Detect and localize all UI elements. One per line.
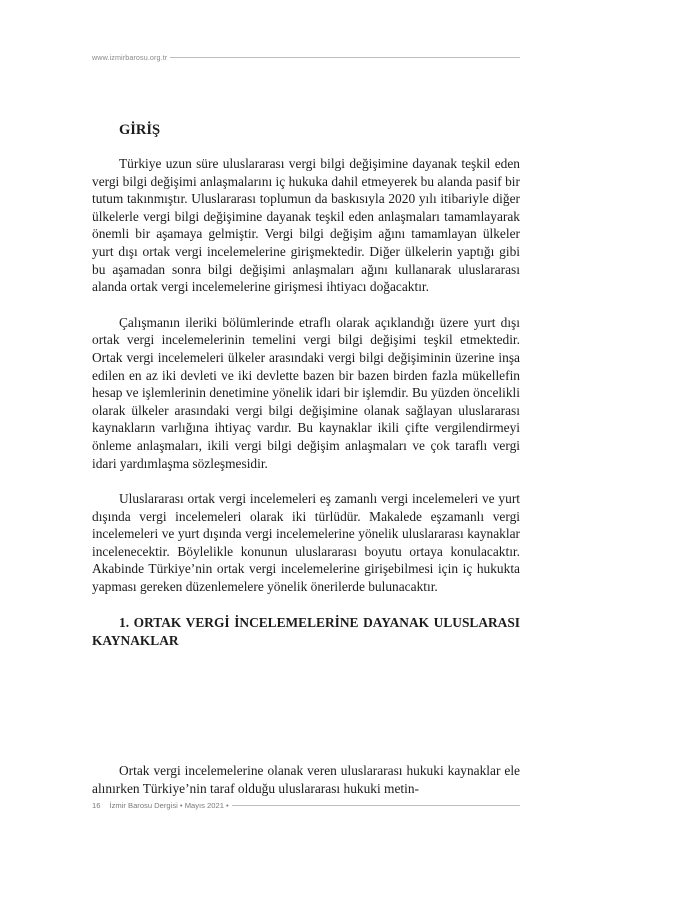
page-header <box>92 53 520 62</box>
page-footer <box>92 801 520 810</box>
continued-text-region <box>92 762 520 805</box>
page-number: 16 <box>92 801 101 810</box>
page-content <box>92 118 520 668</box>
paragraph-1: Türkiye uzun süre uluslararası vergi bilgi değişimine dayanak teşkil eden vergi bilgi değişimi anlaşmalarını iç hukuka dahil etmeyerek bu alanda pasif bir tutum takınmıştır. Uluslararası toplumun da baskısıyla 2020 yılı itibariyle diğer ülkelerle vergi bilgi değişimine dayanak teşkil eden anlaşmaları tamamlayarak önemli bir aşamaya gelmiştir. Vergi bilgi değişim ağını tamamlayan ülkeler yurt dışı ortak vergi incelemelerine girişmektedir. Diğer ülkelerin yaptığı gibi bu aşamadan sonra bilgi değişimi anlaşmaları ağını kullanarak uluslararası alanda ortak vergi incelemelerine girişmesi ihtiyacı doğacaktır. <box>92 156 520 295</box>
section-1-heading: 1. ORTAK VERGİ İNCELEMELERİNE DAYANAK ULUSLARASI KAYNAKLAR <box>92 614 520 649</box>
header-rule <box>170 57 520 58</box>
journal-name: İzmir Barosu Dergisi • Mayıs 2021 • <box>109 801 229 810</box>
footer-rule <box>232 805 520 806</box>
paragraph-4: Ortak vergi incelemelerine olanak veren uluslararası hukuki kaynaklar ele alınırken Türkiye’nin taraf olduğu uluslararası hukuki metin- <box>92 763 520 796</box>
header-url: www.izmirbarosu.org.tr <box>92 53 168 62</box>
paragraph-3: Uluslararası ortak vergi incelemeleri eş zamanlı vergi incelemeleri ve yurt dışında vergi incelemeleri olarak iki türlüdür. Makalede eşzamanlı vergi incelemeleri ve yurt dışında vergi incelemelerine yönelik uluslararası kaynaklar incelenecektir. Böylelikle konunun uluslararası boyutu ortaya konulacaktır. Akabinde Türkiye’nin ortak vergi incelemelerine girişebilmesi için iç hukukta yapması gereken düzenlemelere yönelik önerilerde bulunacaktır. <box>92 491 520 595</box>
paragraph-2: Çalışmanın ileriki bölümlerinde etraflı olarak açıklandığı üzere yurt dışı ortak vergi incelemelerinin temelini vergi bilgi değişimi teşkil etmektedir. Ortak vergi incelemeleri ülkeler arasındaki vergi bilgi değişiminin üzerine inşa edilen en az iki devleti ve iki devlette bazen bir bazen birden fazla mükellefin hesap ve işlemlerinin denetimine yönelik idari bir işlemdir. Bu yüzden öncelikli olarak ülkeler arasındaki vergi bilgi değişimine olanak sağlayan uluslararası kaynakların varlığına ihtiyaç vardır. Bu kaynaklar ikili çifte vergilendirmeyi önleme anlaşmaları, ikili vergi bilgi değişim anlaşmaları ve çok taraflı vergi idari yardımlaşma sözleşmesidir. <box>92 314 520 471</box>
intro-heading: GİRİŞ <box>119 122 161 138</box>
